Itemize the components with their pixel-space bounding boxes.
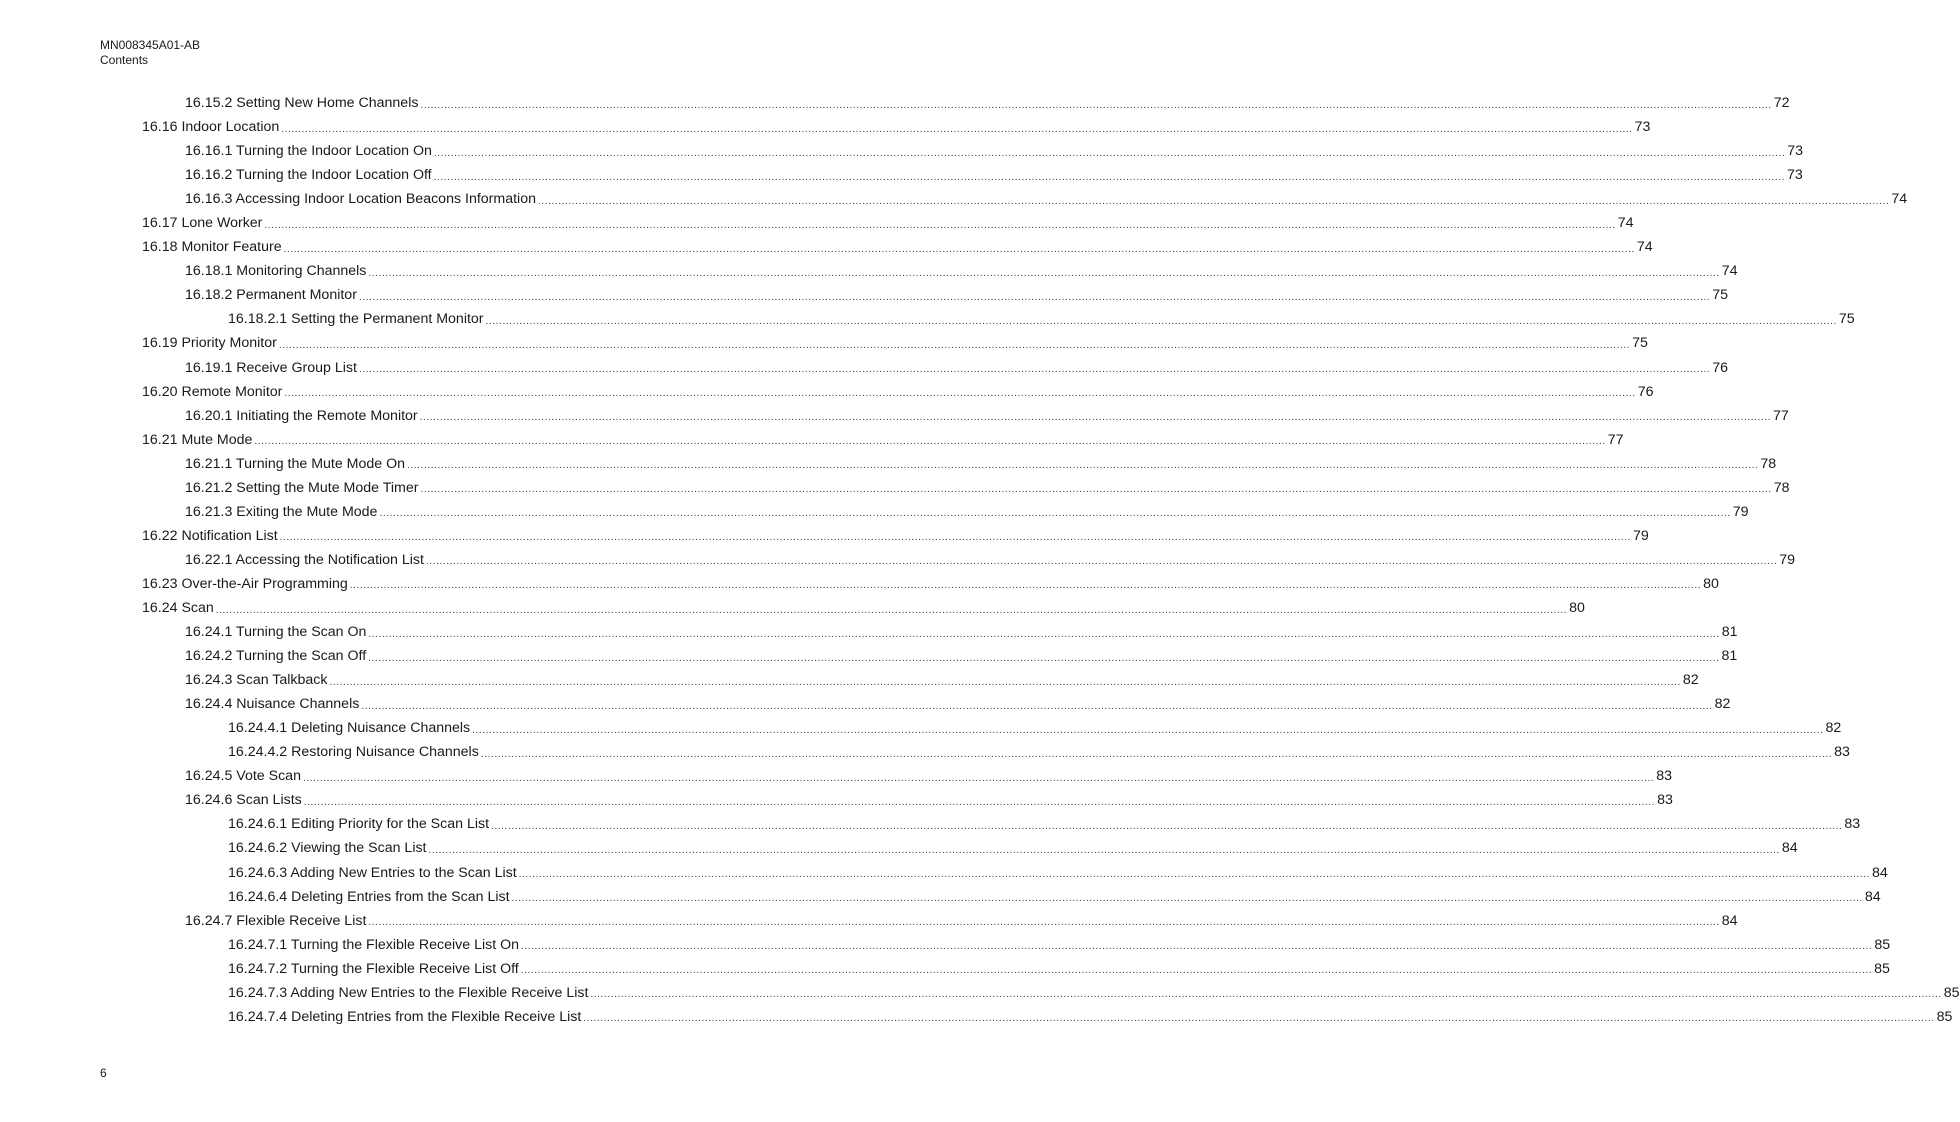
dot-leader: ................................................................................................................................................................................................................................................................................................................................................................................................................ (281, 123, 1633, 135)
toc-entry-title: 16.15.2 Setting New Home Channels (185, 95, 419, 112)
toc-entry-page: 74 (1721, 263, 1738, 280)
toc-entry-page: 73 (1787, 143, 1803, 160)
toc-entry-title: 16.24.6.1 Editing Priority for the Scan List (228, 816, 490, 833)
toc-entry[interactable] (0, 524, 1649, 548)
toc-entry-page: 74 (1891, 191, 1908, 208)
dot-leader: ................................................................................................................................................................................................................................................................................................................................................................................................................ (368, 917, 1720, 929)
toc-entry-title: 16.21.3 Exiting the Mute Mode (185, 503, 378, 520)
document-id: MN008345A01-AB (100, 38, 201, 52)
toc-entry[interactable] (0, 1005, 1953, 1029)
dot-leader: ................................................................................................................................................................................................................................................................................................................................................................................................................ (302, 772, 1655, 784)
toc-entry-title: 16.19.1 Receive Group List (185, 359, 357, 376)
toc-entry-title: 16.18.1 Monitoring Channels (185, 263, 367, 280)
toc-entry-page: 84 (1864, 888, 1881, 905)
dot-leader: ................................................................................................................................................................................................................................................................................................................................................................................................................ (368, 628, 1720, 640)
toc-entry[interactable] (0, 885, 1881, 909)
toc-entry[interactable] (0, 428, 1624, 452)
dot-leader: ................................................................................................................................................................................................................................................................................................................................................................................................................ (368, 267, 1720, 279)
toc-entry-title: 16.24.2 Turning the Scan Off (185, 648, 367, 665)
toc-entry[interactable] (0, 740, 1850, 764)
dot-leader: ................................................................................................................................................................................................................................................................................................................................................................................................................ (419, 412, 1771, 424)
toc-entry-page: 85 (1874, 960, 1890, 977)
toc-entry-page: 85 (1943, 984, 1960, 1001)
toc-entry[interactable] (0, 933, 1891, 957)
toc-entry-page: 80 (1703, 575, 1719, 592)
toc-entry-page: 83 (1834, 744, 1850, 761)
toc-entry[interactable] (0, 307, 1855, 331)
toc-entry-title: 16.24.5 Vote Scan (185, 768, 301, 785)
toc-entry[interactable] (0, 452, 1777, 476)
toc-entry-page: 76 (1637, 383, 1654, 400)
toc-entry[interactable] (0, 861, 1888, 885)
toc-entry-page: 82 (1682, 672, 1699, 689)
toc-entry[interactable] (0, 187, 1908, 211)
dot-leader: ................................................................................................................................................................................................................................................................................................................................................................................................................ (425, 556, 1778, 568)
toc-entry-title: 16.16.2 Turning the Indoor Location Off (185, 167, 432, 184)
dot-leader: ................................................................................................................................................................................................................................................................................................................................................................................................................ (480, 748, 1833, 760)
dot-leader: ................................................................................................................................................................................................................................................................................................................................................................................................................ (521, 941, 1873, 953)
toc-entry-page: 75 (1838, 311, 1855, 328)
dot-leader: ................................................................................................................................................................................................................................................................................................................................................................................................................ (420, 99, 1772, 111)
toc-entry-page: 82 (1714, 696, 1731, 713)
page-number: 6 (100, 1066, 107, 1080)
dot-leader: ................................................................................................................................................................................................................................................................................................................................................................................................................ (284, 388, 1636, 400)
toc-entry[interactable] (0, 716, 1842, 740)
toc-entry-page: 85 (1874, 936, 1891, 953)
toc-entry-title: 16.24.6.3 Adding New Entries to the Scan List (228, 864, 517, 881)
toc-entry-title: 16.24.6 Scan Lists (185, 792, 302, 809)
toc-entry-title: 16.24.7 Flexible Receive List (185, 912, 367, 929)
toc-entry-page: 79 (1632, 527, 1649, 544)
toc-entry-page: 73 (1634, 119, 1651, 136)
toc-entry-page: 81 (1721, 624, 1738, 641)
toc-entry-page: 85 (1936, 1008, 1953, 1025)
toc-entry-page: 76 (1712, 359, 1729, 376)
dot-leader: ................................................................................................................................................................................................................................................................................................................................................................................................................ (433, 171, 1785, 183)
toc-entry[interactable] (0, 981, 1960, 1005)
dot-leader: ................................................................................................................................................................................................................................................................................................................................................................................................................ (537, 195, 1890, 207)
toc-entry[interactable] (0, 957, 1890, 981)
dot-leader: ................................................................................................................................................................................................................................................................................................................................................................................................................ (358, 291, 1711, 303)
toc-entry-page: 79 (1732, 503, 1749, 520)
dot-leader: ................................................................................................................................................................................................................................................................................................................................................................................................................ (279, 532, 1631, 544)
dot-leader: ................................................................................................................................................................................................................................................................................................................................................................................................................ (407, 460, 1759, 472)
dot-leader: ................................................................................................................................................................................................................................................................................................................................................................................................................ (368, 652, 1720, 664)
toc-entry-title: 16.21 Mute Mode (142, 431, 253, 448)
toc-entry[interactable] (0, 909, 1738, 933)
toc-entry[interactable] (0, 596, 1585, 620)
dot-leader: ................................................................................................................................................................................................................................................................................................................................................................................................................ (433, 147, 1786, 159)
dot-leader: ................................................................................................................................................................................................................................................................................................................................................................................................................ (379, 508, 1731, 520)
toc-entry[interactable] (0, 692, 1731, 716)
section-title: Contents (100, 53, 149, 67)
toc-entry-title: 16.17 Lone Worker (142, 215, 263, 232)
toc-entry-title: 16.24.4.1 Deleting Nuisance Channels (228, 720, 471, 737)
dot-leader: ................................................................................................................................................................................................................................................................................................................................................................................................................ (520, 965, 1873, 977)
toc-entry[interactable] (0, 788, 1673, 812)
toc-entry[interactable] (0, 91, 1790, 115)
toc-entry[interactable] (0, 812, 1861, 836)
toc-entry-title: 16.21.1 Turning the Mute Mode On (185, 455, 406, 472)
toc-entry[interactable] (0, 380, 1654, 404)
dot-leader: ................................................................................................................................................................................................................................................................................................................................................................................................................ (278, 339, 1631, 351)
toc-entry[interactable] (0, 163, 1803, 187)
toc-entry[interactable] (0, 115, 1651, 139)
toc-entry-title: 16.19 Priority Monitor (142, 335, 277, 352)
toc-entry[interactable] (0, 259, 1738, 283)
toc-entry-title: 16.24.7.2 Turning the Flexible Receive List Off (228, 960, 519, 977)
toc-entry[interactable] (0, 836, 1798, 860)
toc-entry-title: 16.24.7.4 Deleting Entries from the Flexible Receive List (228, 1008, 582, 1025)
toc-entry-page: 80 (1569, 600, 1585, 616)
toc-entry-page: 72 (1773, 95, 1790, 112)
toc-entry-title: 16.23 Over-the-Air Programming (142, 575, 348, 592)
page-header (100, 38, 200, 68)
toc-entry[interactable] (0, 500, 1749, 524)
toc-entry-title: 16.16.3 Accessing Indoor Location Beacons Information (185, 191, 536, 208)
dot-leader: ................................................................................................................................................................................................................................................................................................................................................................................................................ (254, 436, 1606, 448)
toc-entry-page: 74 (1636, 239, 1653, 256)
toc-entry-title: 16.24.4.2 Restoring Nuisance Channels (228, 744, 479, 761)
toc-entry[interactable] (0, 235, 1653, 259)
toc-entry-page: 78 (1773, 479, 1790, 496)
toc-entry-page: 73 (1786, 167, 1803, 184)
toc-entry[interactable] (0, 668, 1699, 692)
toc-entry-title: 16.18 Monitor Feature (142, 239, 282, 256)
toc-entry-title: 16.22 Notification List (142, 527, 278, 544)
dot-leader: ................................................................................................................................................................................................................................................................................................................................................................................................................ (420, 484, 1772, 496)
toc-entry-title: 16.21.2 Setting the Mute Mode Timer (185, 479, 419, 496)
dot-leader: ................................................................................................................................................................................................................................................................................................................................................................................................................ (583, 1013, 1935, 1025)
dot-leader: ................................................................................................................................................................................................................................................................................................................................................................................................................ (349, 580, 1702, 592)
dot-leader: ................................................................................................................................................................................................................................................................................................................................................................................................................ (329, 676, 1681, 688)
dot-leader: ................................................................................................................................................................................................................................................................................................................................................................................................................ (518, 869, 1870, 881)
toc-entry-title: 16.24.7.1 Turning the Flexible Receive List On (228, 936, 520, 953)
table-of-contents (0, 91, 1960, 1029)
toc-entry-title: 16.20 Remote Monitor (142, 383, 283, 400)
dot-leader: ................................................................................................................................................................................................................................................................................................................................................................................................................ (283, 243, 1635, 255)
toc-entry[interactable] (0, 476, 1790, 500)
toc-entry[interactable] (0, 404, 1789, 428)
toc-entry[interactable] (0, 139, 1803, 163)
toc-entry[interactable] (0, 356, 1729, 380)
dot-leader: ................................................................................................................................................................................................................................................................................................................................................................................................................ (215, 604, 1568, 616)
dot-leader: ................................................................................................................................................................................................................................................................................................................................................................................................................ (472, 724, 1824, 736)
toc-entry-page: 84 (1872, 864, 1888, 881)
toc-entry[interactable] (0, 548, 1796, 572)
toc-entry-title: 16.24.3 Scan Talkback (185, 672, 328, 689)
toc-entry-page: 83 (1656, 768, 1673, 785)
toc-entry-title: 16.24.4 Nuisance Channels (185, 696, 360, 713)
dot-leader: ................................................................................................................................................................................................................................................................................................................................................................................................................ (303, 796, 1656, 808)
dot-leader: ................................................................................................................................................................................................................................................................................................................................................................................................................ (428, 844, 1780, 856)
toc-entry[interactable] (0, 572, 1719, 596)
toc-entry[interactable] (0, 644, 1738, 668)
toc-entry-page: 79 (1779, 551, 1796, 568)
toc-entry-page: 81 (1721, 648, 1738, 665)
toc-entry-title: 16.22.1 Accessing the Notification List (185, 551, 424, 568)
toc-entry-page: 82 (1825, 720, 1842, 737)
toc-entry-page: 84 (1781, 840, 1798, 857)
dot-leader: ................................................................................................................................................................................................................................................................................................................................................................................................................ (485, 315, 1837, 327)
toc-entry-title: 16.24.6.2 Viewing the Scan List (228, 840, 427, 857)
dot-leader: ................................................................................................................................................................................................................................................................................................................................................................................................................ (511, 893, 1863, 905)
toc-entry-title: 16.16.1 Turning the Indoor Location On (185, 143, 432, 160)
dot-leader: ................................................................................................................................................................................................................................................................................................................................................................................................................ (590, 989, 1942, 1001)
toc-entry-page: 77 (1607, 431, 1624, 448)
toc-entry-page: 83 (1657, 792, 1673, 809)
dot-leader: ................................................................................................................................................................................................................................................................................................................................................................................................................ (358, 364, 1711, 376)
toc-entry-page: 75 (1632, 335, 1648, 352)
toc-entry-title: 16.16 Indoor Location (142, 119, 280, 136)
toc-entry-page: 78 (1760, 455, 1777, 472)
toc-entry-title: 16.20.1 Initiating the Remote Monitor (185, 407, 418, 424)
toc-entry-title: 16.24 Scan (142, 600, 214, 616)
toc-entry-page: 77 (1772, 407, 1789, 424)
toc-entry[interactable] (0, 283, 1729, 307)
toc-entry-title: 16.18.2.1 Setting the Permanent Monitor (228, 311, 484, 328)
toc-entry-page: 74 (1617, 215, 1634, 232)
toc-entry[interactable] (0, 211, 1634, 235)
dot-leader: ................................................................................................................................................................................................................................................................................................................................................................................................................ (264, 219, 1616, 231)
toc-entry-title: 16.18.2 Permanent Monitor (185, 287, 357, 304)
toc-entry-page: 84 (1721, 912, 1738, 929)
toc-entry-title: 16.24.7.3 Adding New Entries to the Flexible Receive List (228, 984, 589, 1001)
toc-entry-title: 16.24.1 Turning the Scan On (185, 624, 367, 641)
dot-leader: ................................................................................................................................................................................................................................................................................................................................................................................................................ (361, 700, 1713, 712)
toc-entry-page: 83 (1844, 816, 1861, 833)
toc-entry[interactable] (0, 764, 1673, 788)
toc-entry-page: 75 (1712, 287, 1729, 304)
dot-leader: ................................................................................................................................................................................................................................................................................................................................................................................................................ (491, 820, 1843, 832)
toc-entry[interactable] (0, 331, 1648, 355)
toc-entry-title: 16.24.6.4 Deleting Entries from the Scan List (228, 888, 510, 905)
toc-entry[interactable] (0, 620, 1738, 644)
